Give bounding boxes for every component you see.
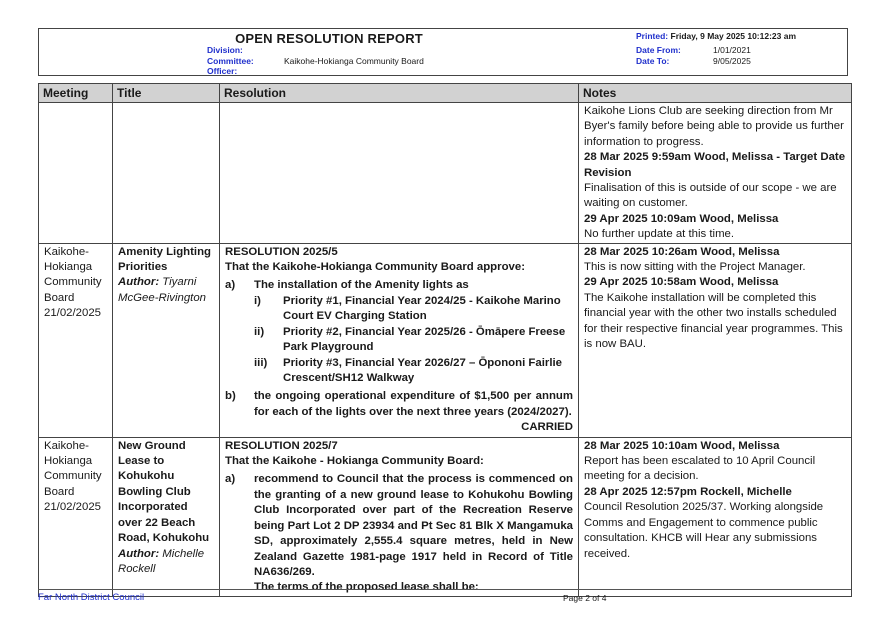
date-from-label: Date From:	[636, 45, 681, 55]
item-author	[118, 547, 214, 578]
item-title: New Ground Lease to Kohukohu Bowling Club Incorporated over 22 Beach Road, Kohukohu	[118, 439, 210, 545]
resolution-item-a: a) The installation of the Amenity lights as	[225, 279, 469, 292]
table-row	[39, 437, 852, 596]
meeting-line: Board	[44, 485, 75, 498]
printed-label: Printed:	[636, 31, 669, 41]
author-label: Author:	[118, 276, 160, 289]
note-text: The Kaikohe installation will be completed this financial year with the other two installs scheduled for their respective financial year programmes. This is now BAU.	[584, 291, 843, 351]
committee-label: Committee:	[207, 55, 254, 66]
note-text: Report has been escalated to 10 April Council meeting for a decision.	[584, 455, 816, 483]
author-name: Michelle Rockell	[118, 547, 205, 575]
column-header-meeting: Meeting	[39, 84, 113, 103]
item-author	[118, 275, 214, 306]
meeting-date: 21/02/2025	[44, 307, 102, 320]
resolution-item-continuation: The terms of the proposed lease shall be:	[254, 581, 479, 594]
notes-cell	[579, 243, 852, 437]
resolution-intro: That the Kaikohe-Hokianga Community Board approve:	[225, 261, 525, 274]
resolution-cell	[220, 437, 579, 596]
column-header-title: Title	[113, 84, 220, 103]
title-cell	[113, 437, 220, 596]
resolution-cell	[220, 243, 579, 437]
resolution-table	[38, 83, 852, 597]
note-text: This is now sitting with the Project Manager.	[584, 261, 806, 274]
author-name: Tiyarni McGee-Rivington	[118, 276, 206, 304]
meeting-line: Hokianga	[44, 455, 93, 468]
meeting-line: Hokianga	[44, 261, 93, 274]
table-header-row	[39, 84, 852, 103]
column-header-notes: Notes	[579, 84, 852, 103]
resolution-heading: RESOLUTION 2025/5	[225, 245, 338, 258]
resolution-cell	[220, 103, 579, 244]
meeting-line: Kaikohe-	[44, 245, 89, 258]
header-labels	[207, 45, 254, 77]
meeting-line: Community	[44, 276, 102, 289]
footer-council-name: Far North District Council	[38, 592, 145, 603]
date-values	[713, 45, 751, 66]
date-to-label: Date To:	[636, 55, 670, 66]
date-labels	[636, 45, 681, 66]
meeting-cell	[39, 437, 113, 596]
division-label: Division:	[207, 45, 243, 55]
note-entry-heading: 28 Apr 2025 12:57pm Rockell, Michelle	[584, 485, 792, 498]
note-text: No further update at this time.	[584, 228, 735, 241]
meeting-line: Kaikohe-	[44, 439, 89, 452]
column-header-resolution: Resolution	[220, 84, 579, 103]
printed-value: Friday, 9 May 2025 10:12:23 am	[670, 31, 797, 41]
resolution-heading: RESOLUTION 2025/7	[225, 439, 338, 452]
title-cell	[113, 243, 220, 437]
resolution-subitem-i: i) Priority #1, Financial Year 2024/25 - Kaikohe Marino Court EV Charging Station	[254, 294, 561, 323]
author-label: Author:	[118, 547, 160, 560]
resolution-item-a: a) recommend to Council that the process is commenced on the granting of a new ground lease to Kohukohu Bowling Club Incorporated over part of the Recreation Reserve being Part Lot 2 DP 23934 and Pt Sec 81 Blk X Mangamuka SD, approximately 2,555.4 square metres, held in New Zealand Gazette 1981-page 1917 held in Record of Title NA636/269.	[225, 473, 573, 578]
meeting-date: 21/02/2025	[44, 501, 102, 514]
note-text: Council Resolution 2025/37. Working alongside Comms and Engagement to commence public consultation. KHCB will Hear any submissions received.	[584, 501, 824, 560]
notes-cell	[579, 103, 852, 244]
title-cell	[113, 103, 220, 244]
officer-label: Officer:	[207, 66, 238, 76]
meeting-cell	[39, 103, 113, 244]
meeting-line: Board	[44, 291, 75, 304]
committee-value: Kaikohe-Hokianga Community Board	[284, 56, 424, 66]
printed-timestamp	[636, 31, 796, 41]
carried-status: CARRIED	[521, 421, 573, 434]
report-header	[38, 28, 848, 76]
page-footer	[38, 589, 851, 603]
note-entry-heading: 28 Mar 2025 10:10am Wood, Melissa	[584, 439, 780, 452]
item-title: Amenity Lighting Priorities	[118, 245, 212, 274]
resolution-subitem-iii: iii) Priority #3, Financial Year 2026/27 – Ōpononi Fairlie Crescent/SH12 Walkway	[254, 356, 562, 384]
note-entry-heading: 28 Mar 2025 9:59am Wood, Melissa - Target Date Revision	[584, 151, 846, 179]
note-text: Kaikohe Lions Club are seeking direction from Mr Byer's family before being able to provide us further information to progress.	[584, 105, 844, 148]
note-text: Finalisation of this is outside of our scope - we are waiting on customer.	[584, 182, 837, 210]
resolution-intro: That the Kaikohe - Hokianga Community Board:	[225, 455, 484, 468]
note-entry-heading: 28 Mar 2025 10:26am Wood, Melissa	[584, 245, 780, 258]
table-row	[39, 103, 852, 244]
resolution-subitem-ii: ii) Priority #2, Financial Year 2025/26 - Ōmāpere Freese Park Playground	[254, 325, 566, 354]
date-to-value: 9/05/2025	[713, 55, 751, 66]
date-from-value: 1/01/2021	[713, 45, 751, 55]
report-title: OPEN RESOLUTION REPORT	[235, 31, 423, 46]
note-entry-heading: 29 Apr 2025 10:09am Wood, Melissa	[584, 212, 779, 225]
meeting-line: Community	[44, 470, 102, 483]
note-entry-heading: 29 Apr 2025 10:58am Wood, Melissa	[584, 276, 779, 289]
meeting-cell	[39, 243, 113, 437]
table-row	[39, 243, 852, 437]
page-number: Page 2 of 4	[563, 593, 607, 603]
resolution-item-b: b) the ongoing operational expenditure of $1,500 per annum for each of the lights over the next three years (2024/2027).	[225, 390, 573, 418]
notes-cell	[579, 437, 852, 596]
